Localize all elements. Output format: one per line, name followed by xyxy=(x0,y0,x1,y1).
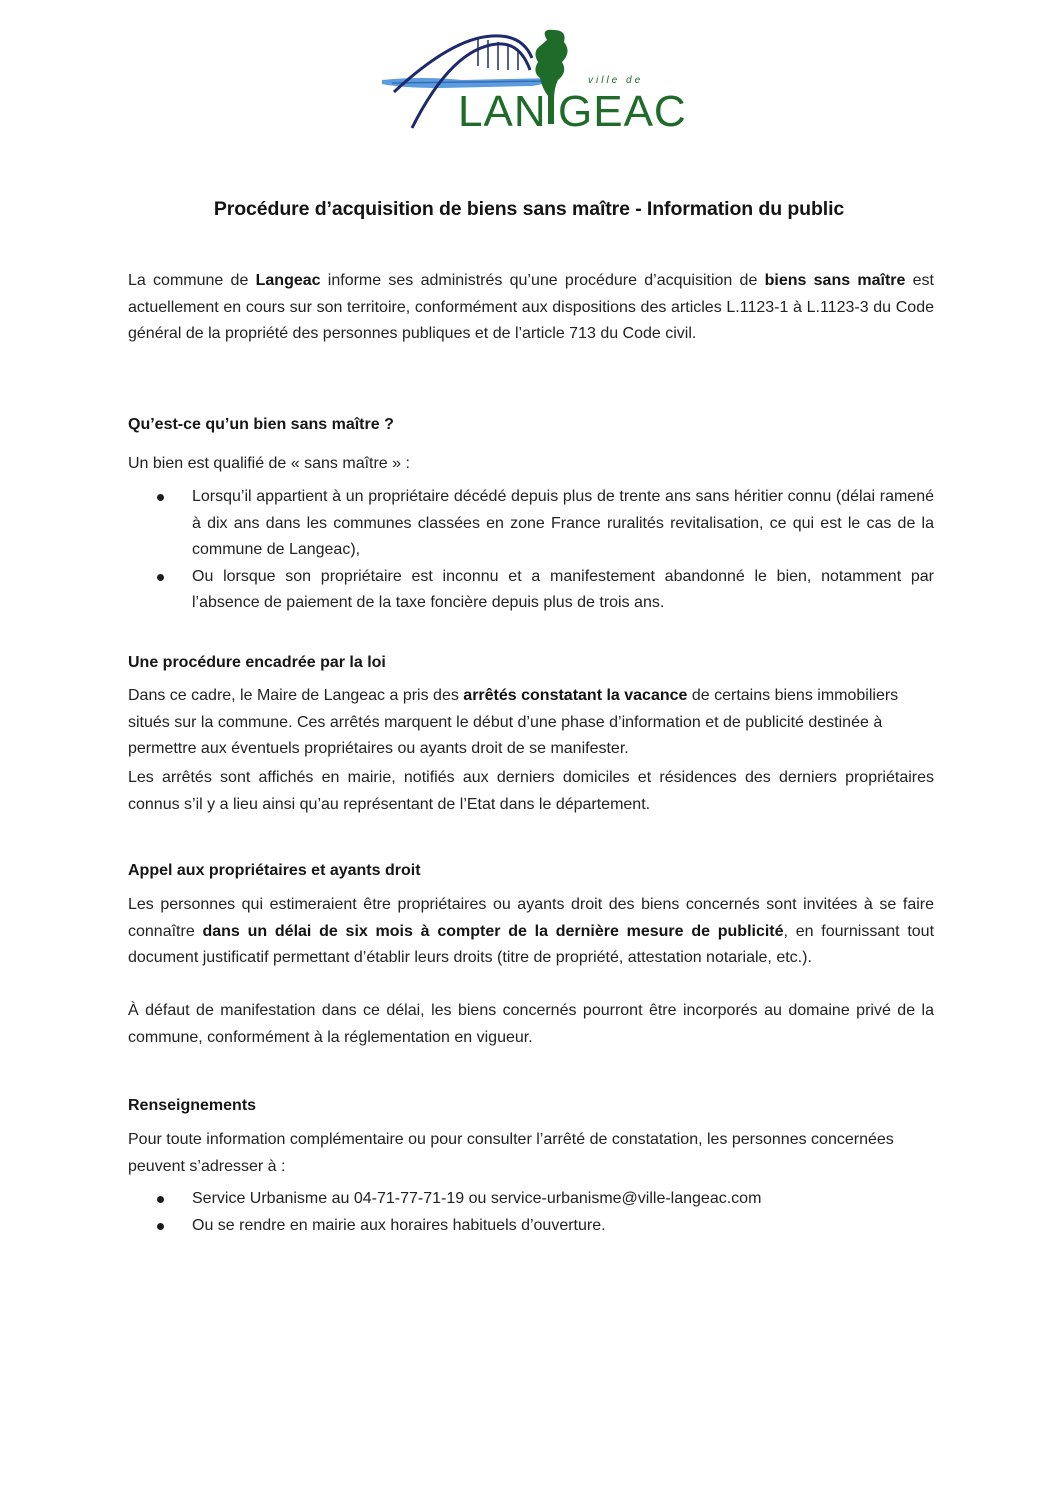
document-title: Procédure d’acquisition de biens sans maître - Information du public xyxy=(213,198,845,220)
phone-number[interactable]: 04-71-77-71-19 xyxy=(353,1190,465,1207)
bullet-icon xyxy=(157,574,164,581)
list-item-mairie: Ou se rendre en mairie aux horaires habituels d’ouverture. xyxy=(128,1213,934,1240)
svg-text:GEAC: GEAC xyxy=(558,87,687,136)
svg-text:ville de: ville de xyxy=(588,75,644,86)
section2-paragraph-2: Les arrêtés sont affichés en mairie, notifiés aux derniers domiciles et résidences des derniers propriétaires connus s’il y a lieu ainsi qu’au représentant de l’Etat dans le département. xyxy=(128,769,934,813)
bullet-icon xyxy=(157,1196,164,1203)
langeac-logo xyxy=(382,28,692,138)
bullet-icon xyxy=(157,494,164,501)
bullet-icon xyxy=(157,1223,164,1230)
section-heading-renseignements: Renseignements xyxy=(128,1097,257,1114)
svg-text:LAN: LAN xyxy=(458,87,547,136)
contact-list xyxy=(128,1186,934,1239)
section-heading-appel: Appel aux propriétaires et ayants droit xyxy=(128,862,421,879)
email-link[interactable]: service-urbanisme@ville-langeac.com xyxy=(490,1190,762,1207)
definition-list xyxy=(128,484,934,617)
section3-paragraph-1: Les personnes qui estimeraient être propriétaires ou ayants droit des biens concernés sont invitées à se faire connaître dans un délai de six mois à compter de la dernière mesure de publicité, en fournissant tout document justificatif permettant d’établir leurs droits (titre de propriété, attestation notariale, etc.). xyxy=(128,896,935,966)
list-item: Lorsqu’il appartient à un propriétaire décédé depuis plus de trente ans sans héritier connu (délai ramené à dix ans dans les communes classées en zone France ruralités revitalisation, ce qui est le cas de la commune de Langeac), xyxy=(128,484,934,564)
section4-lead: Pour toute information complémentaire ou pour consulter l’arrêté de constatation, les personnes concernées peuvent s’adresser à : xyxy=(128,1131,894,1175)
list-item-contact: Service Urbanisme au 04-71-77-71-19 ou service-urbanisme@ville-langeac.com xyxy=(128,1186,934,1213)
section1-lead: Un bien est qualifié de « sans maître » : xyxy=(128,455,410,472)
intro-paragraph: La commune de Langeac informe ses administrés qu’une procédure d’acquisition de biens sans maître est actuellement en cours sur son territoire, conformément aux dispositions des articles L.1123-1 à L.1123-3 du Code général de la propriété des personnes publiques et de l’article 713 du Code civil. xyxy=(128,272,935,342)
section-heading-bien-sans-maitre: Qu’est-ce qu’un bien sans maître ? xyxy=(128,416,394,433)
list-item: Ou lorsque son propriétaire est inconnu et a manifestement abandonné le bien, notamment par l’absence de paiement de la taxe foncière depuis plus de trois ans. xyxy=(128,564,934,617)
section3-paragraph-2: À défaut de manifestation dans ce délai, les biens concernés pourront être incorporés au domaine privé de la commune, conformément à la réglementation en vigueur. xyxy=(128,1002,934,1046)
section2-paragraph-1: Dans ce cadre, le Maire de Langeac a pris des arrêtés constatant la vacance de certains biens immobiliers situés sur la commune. Ces arrêtés marquent le début d’une phase d’information et de publicité destinée à permettre aux éventuels propriétaires ou ayants droit de se manifester. xyxy=(128,687,899,757)
section-heading-procedure: Une procédure encadrée par la loi xyxy=(128,654,386,671)
bridge-tree-logo-icon xyxy=(382,28,692,138)
